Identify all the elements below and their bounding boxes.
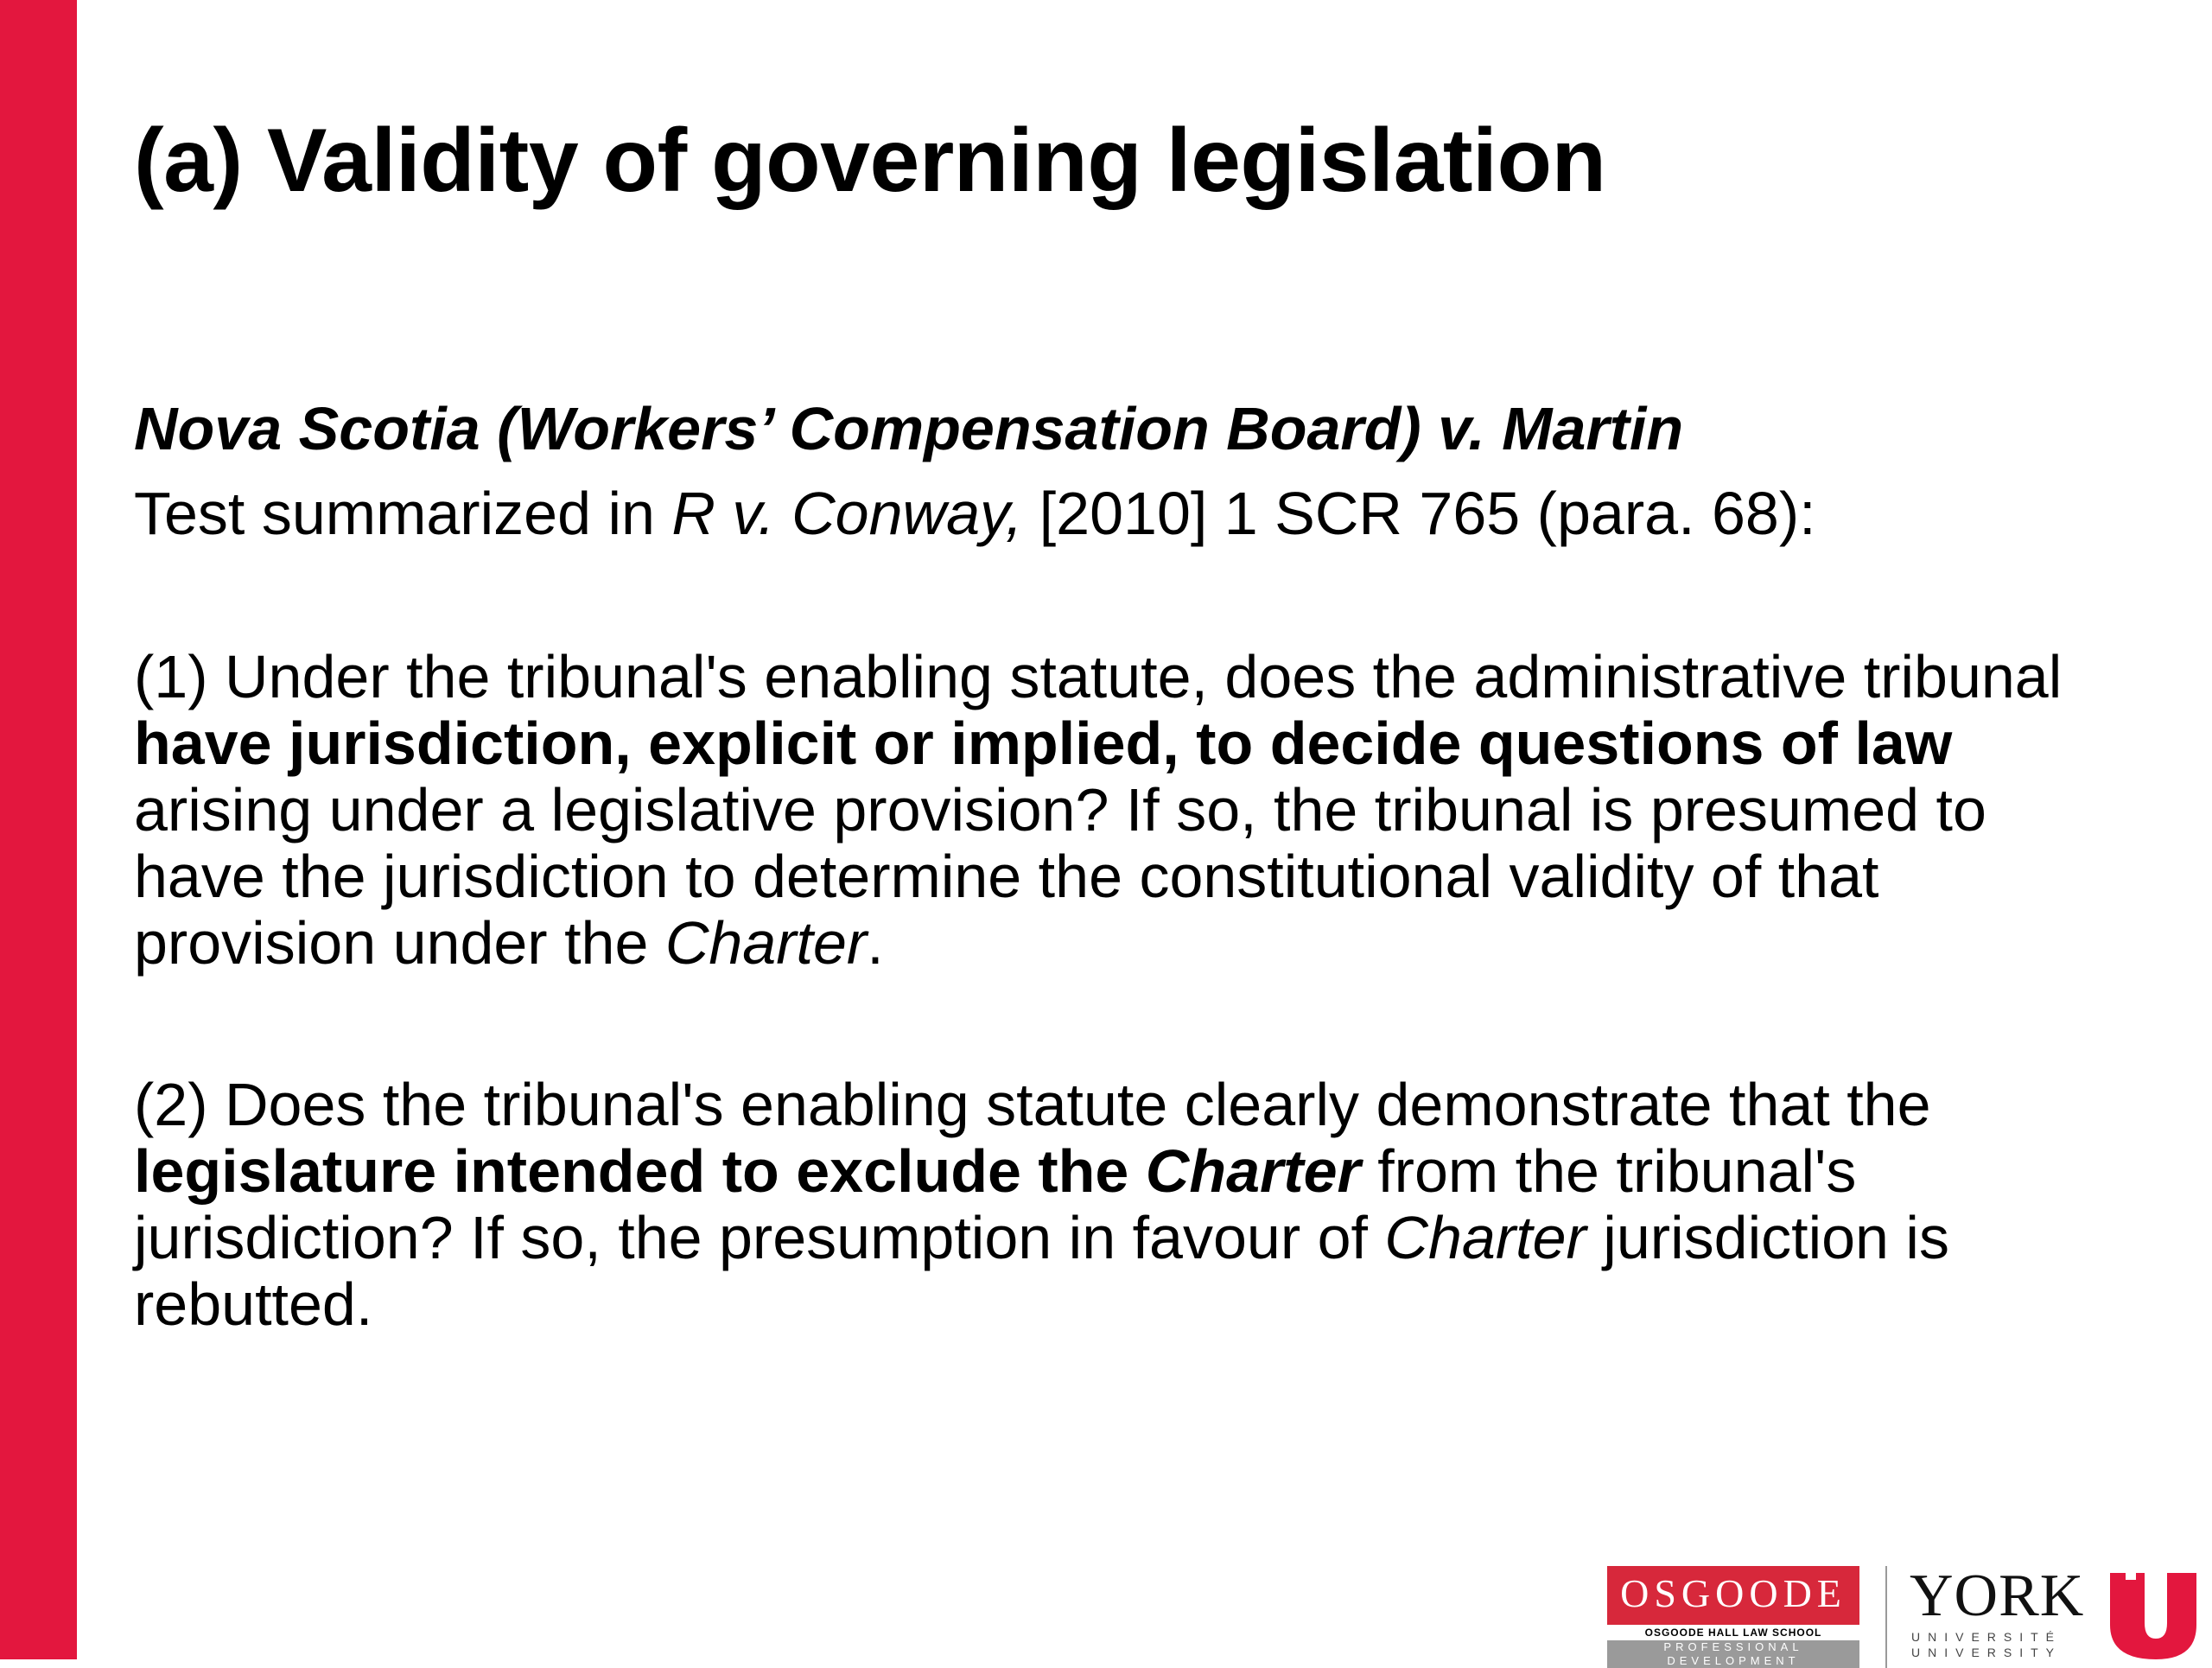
step-1-italic-charter: Charter bbox=[664, 909, 868, 977]
step-1-text-b: arising under a legislative provision? If so, the tribunal is presumed to have the jurisdiction to determine the constitutional validity of that provision under the bbox=[134, 776, 1986, 977]
test-line-prefix: Test summarized in bbox=[134, 480, 672, 547]
york-wordmark: YORK bbox=[1910, 1563, 2085, 1629]
step-1-text-a: (1) Under the tribunal's enabling statute, does the administrative tribunal bbox=[134, 643, 2063, 710]
york-universite-label: UNIVERSITÉ bbox=[1911, 1630, 2063, 1644]
test-step-2 bbox=[134, 1072, 2113, 1338]
step-2-text-c: jurisdiction is rebutted. bbox=[134, 1204, 1949, 1338]
step-2-bold: legislature intended to exclude the bbox=[134, 1137, 1146, 1205]
york-u-logo-icon bbox=[2110, 1568, 2196, 1661]
accent-side-bar bbox=[0, 0, 77, 1659]
step-2-bold-italic-charter: Charter bbox=[1145, 1137, 1361, 1205]
logo-divider bbox=[1885, 1566, 1887, 1668]
step-2-italic-charter: Charter bbox=[1384, 1204, 1586, 1271]
osgoode-unit-line-1: PROFESSIONAL bbox=[1663, 1640, 1803, 1653]
york-university-label: UNIVERSITY bbox=[1911, 1646, 2063, 1659]
footer-logos bbox=[1607, 1563, 2177, 1668]
step-1-text-c: . bbox=[867, 909, 884, 977]
york-logo bbox=[1910, 1563, 2169, 1668]
test-line-case: R v. Conway, bbox=[671, 480, 1023, 547]
test-step-1 bbox=[134, 644, 2113, 977]
osgoode-wordmark: OSGOODE bbox=[1607, 1566, 1859, 1625]
step-2-text-b: from the tribunal's jurisdiction? If so, the presumption in favour of bbox=[134, 1137, 1857, 1271]
slide-title: (a) Validity of governing legislation bbox=[134, 111, 1606, 211]
osgoode-unit-line-2: DEVELOPMENT bbox=[1667, 1654, 1800, 1667]
case-name: Nova Scotia (Workers’ Compensation Board) v. Martin bbox=[134, 395, 1684, 462]
step-1-bold: have jurisdiction, explicit or implied, to decide questions of law bbox=[134, 710, 1953, 777]
osgoode-school-name: OSGOODE HALL LAW SCHOOL bbox=[1607, 1625, 1859, 1640]
test-line-suffix: [2010] 1 SCR 765 (para. 68): bbox=[1022, 480, 1816, 547]
osgoode-logo bbox=[1607, 1566, 1859, 1668]
osgoode-unit-name bbox=[1607, 1640, 1859, 1668]
test-summary-line bbox=[134, 481, 2113, 547]
step-2-text-a: (2) Does the tribunal's enabling statute clearly demonstrate that the bbox=[134, 1071, 1931, 1138]
